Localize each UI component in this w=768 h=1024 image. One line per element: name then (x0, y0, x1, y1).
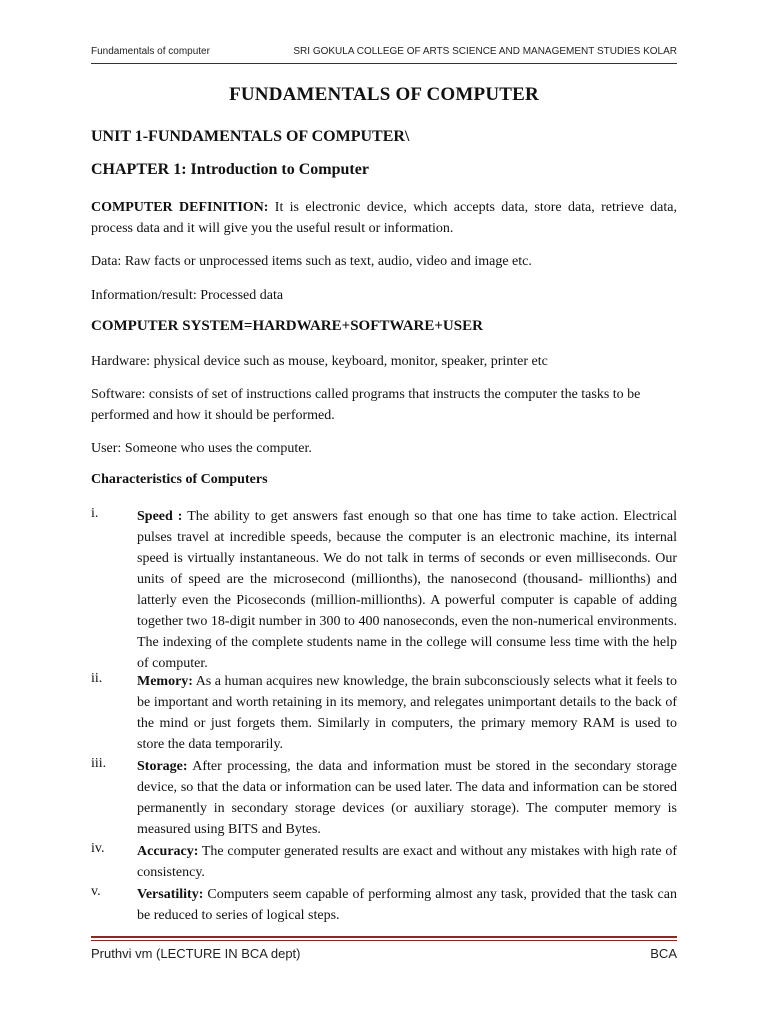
item-text: The computer generated results are exact and without any mistakes with high rate of consistency. (137, 844, 677, 880)
item-body (137, 756, 677, 840)
page-header (91, 44, 677, 64)
definition-paragraph (91, 197, 677, 239)
item-label: Storage: (137, 759, 188, 774)
item-text: The ability to get answers fast enough so that one has time to take action. Electrical pulses travel at incredible speeds, because the computer is an electronic machine, its internal speed is virtually instantaneous. We do not talk in terms of seconds or even milliseconds. Our units of speed are the microsecond (millionths), the nanosecond (thousand- millionths) and latterly even the Picoseconds (million-millionths). A powerful computer is capable of adding together two 18-digit number in 300 to 400 nanoseconds, even the non-numerical environments. The indexing of the complete students name in the college will consume less time with the help of computer. (137, 509, 677, 671)
characteristics-heading: Characteristics of Computers (91, 472, 268, 487)
item-number: v. (91, 884, 101, 899)
item-text: Computers seem capable of performing almost any task, provided that the task can be reduced to series of logical steps. (137, 887, 677, 923)
header-college-name: SRI GOKULA COLLEGE OF ARTS SCIENCE AND MANAGEMENT STUDIES KOLAR (293, 46, 677, 57)
data-line: Data: Raw facts or unprocessed items such as text, audio, video and image etc. (91, 254, 532, 269)
information-line: Information/result: Processed data (91, 288, 284, 303)
item-text: As a human acquires new knowledge, the brain subconsciously selects what it feels to be important and worth retaining in its memory, and relegates unimportant details to the back of the mind or just forgets them. Similarly in computers, the primary memory RAM is used to store the data temporarily. (137, 674, 678, 752)
item-body (137, 671, 677, 755)
item-number: ii. (91, 671, 103, 686)
hardware-line: Hardware: physical device such as mouse, keyboard, monitor, speaker, printer etc (91, 354, 548, 369)
item-number: i. (91, 506, 99, 521)
definition-text: It is electronic device, which accepts data, store data, retrieve data, process data and it will give you the useful result or information. (91, 200, 677, 236)
software-line: Software: consists of set of instructions called programs that instructs the computer the tasks to be performed and how it should be performed. (91, 387, 641, 423)
item-number: iv. (91, 841, 105, 856)
system-heading: COMPUTER SYSTEM=HARDWARE+SOFTWARE+USER (91, 318, 483, 334)
footer-divider-thin (91, 940, 677, 941)
item-body (137, 841, 677, 883)
chapter-heading: CHAPTER 1: Introduction to Computer (91, 161, 369, 178)
user-line: User: Someone who uses the computer. (91, 441, 312, 456)
item-body (137, 506, 677, 674)
item-label: Versatility: (137, 887, 204, 902)
item-label: Memory: (137, 674, 193, 689)
definition-label: COMPUTER DEFINITION: (91, 200, 269, 215)
footer-divider (91, 936, 677, 938)
item-text: After processing, the data and information must be stored in the secondary storage device, so that the data or information can be used later. The data and information can be stored permanently in secondary storage devices (or auxiliary storage). The computer memory is measured using BITS and Bytes. (137, 759, 677, 837)
page-title: FUNDAMENTALS OF COMPUTER (229, 84, 539, 105)
header-divider (91, 63, 677, 64)
item-number: iii. (91, 756, 107, 771)
item-label: Accuracy: (137, 844, 199, 859)
item-label: Speed : (137, 509, 183, 524)
footer-author: Pruthvi vm (LECTURE IN BCA dept) (91, 946, 301, 961)
item-body (137, 884, 677, 926)
footer-department: BCA (650, 946, 677, 961)
header-course-name: Fundamentals of computer (91, 46, 210, 57)
page-footer (91, 946, 677, 961)
unit-heading: UNIT 1-FUNDAMENTALS OF COMPUTER\ (91, 128, 410, 145)
